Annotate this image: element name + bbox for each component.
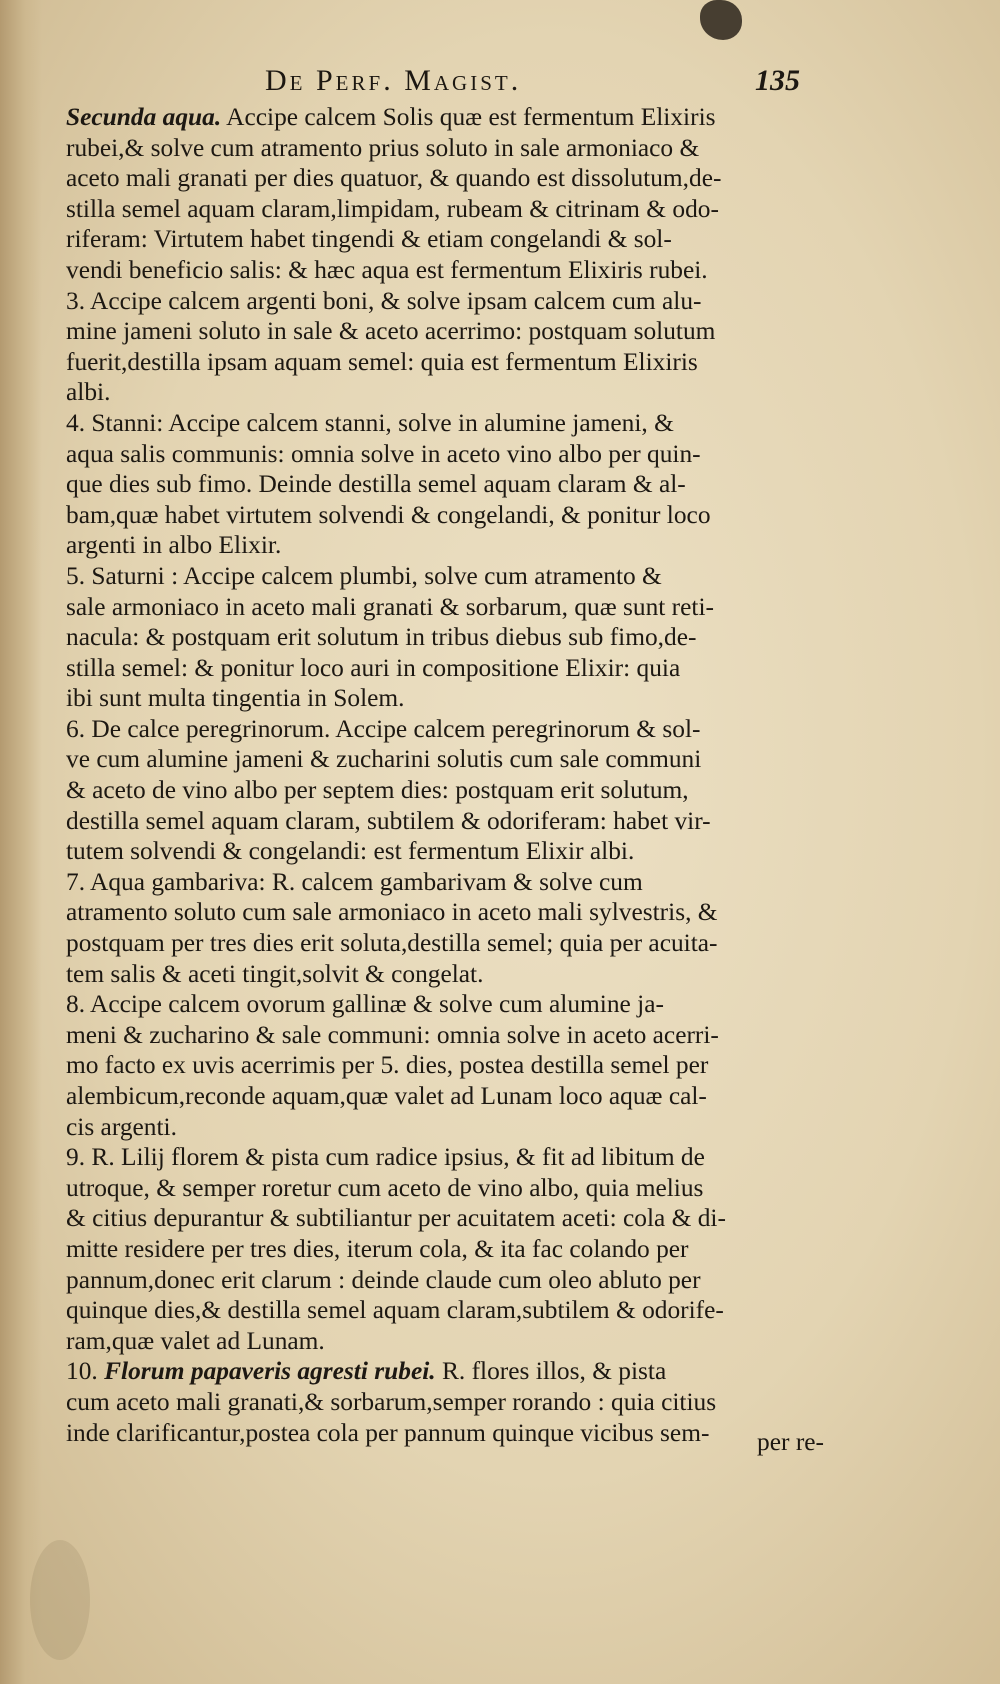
line-text: 3. Accipe calcem argenti boni, & solve ipsam calcem cum alu- [66,286,702,315]
body-text [66,102,824,1448]
line-text: ram,quæ valet ad Lunam. [66,1326,325,1355]
text-line [66,592,824,623]
text-line [66,683,824,714]
text-line [66,1356,824,1387]
catchword: per re- [757,1428,824,1456]
text-line [66,1203,824,1234]
text-line [66,408,824,439]
text-line [66,1050,824,1081]
text-line [66,377,824,408]
line-text: riferam: Virtutem habet tingendi & etiam congelandi & sol- [66,225,672,254]
line-text: mo facto ex uvis acerrimis per 5. dies, postea destilla semel per [66,1051,709,1080]
text-line [66,1020,824,1051]
line-text: bam,quæ habet virtutem solvendi & congelandi, & ponitur loco [66,500,711,529]
text-line [66,255,824,286]
text-line [66,867,824,898]
text-line [66,561,824,592]
line-text: utroque, & semper roretur cum aceto de vino albo, quia melius [66,1173,704,1202]
line-text: destilla semel aquam claram, subtilem & odoriferam: habet vir- [66,806,711,835]
text-line [66,316,824,347]
text-line [66,653,824,684]
text-line [66,224,824,255]
text-line [66,1418,824,1449]
line-text: tutem solvendi & congelandi: est fermentum Elixir albi. [66,837,635,866]
line-text: mine jameni soluto in sale & aceto acerrimo: postquam solutum [66,317,716,346]
page-header [255,64,800,102]
text-line [66,133,824,164]
page-stain [30,1540,90,1660]
text-line [66,286,824,317]
text-line [66,469,824,500]
line-text: quinque dies,& destilla semel aquam claram,subtilem & odorife- [66,1296,724,1325]
text-line [66,1081,824,1112]
line-text: fuerit,destilla ipsam aquam semel: quia est fermentum Elixiris [66,347,698,376]
line-text: tem salis & aceti tingit,solvit & congelat. [66,959,484,988]
line-text: pannum,donec erit clarum : deinde claude cum oleo abluto per [66,1265,701,1294]
text-line [66,1234,824,1265]
line-text: aceto mali granati per dies quatuor, & quando est dissolutum,de- [66,164,722,193]
text-line [66,439,824,470]
line-text: R. flores illos, & pista [435,1357,667,1386]
line-text: mitte residere per tres dies, iterum cola, & ita fac colando per [66,1234,689,1263]
text-line [66,836,824,867]
line-text: atramento soluto cum sale armoniaco in aceto mali sylvestris, & [66,898,718,927]
line-text: nacula: & postquam erit solutum in tribus diebus sub fimo,de- [66,623,697,652]
text-line [66,806,824,837]
page-number: 135 [755,64,800,97]
line-text: meni & zucharino & sale communi: omnia solve in aceto acerri- [66,1020,719,1049]
line-text: vendi beneficio salis: & hæc aqua est fermentum Elixiris rubei. [66,255,708,284]
text-line [66,928,824,959]
text-line [66,1142,824,1173]
text-line [66,775,824,806]
line-text: aqua salis communis: omnia solve in aceto vino albo per quin- [66,439,701,468]
line-text: cis argenti. [66,1112,177,1141]
line-text: 9. R. Lilij florem & pista cum radice ipsius, & fit ad libitum de [66,1143,705,1172]
line-text: sale armoniaco in aceto mali granati & sorbarum, quæ sunt reti- [66,592,714,621]
ink-blot [700,0,742,40]
page-gutter-shadow [0,0,42,1684]
line-text: ibi sunt multa tingentia in Solem. [66,684,405,713]
line-text: postquam per tres dies erit soluta,destilla semel; quia per acuita- [66,929,718,958]
text-line [66,989,824,1020]
text-line [66,530,824,561]
running-head: De Perf. Magist. [265,64,522,97]
text-line [66,1112,824,1143]
italic-heading: Florum papaveris agresti rubei. [104,1357,436,1386]
text-line [66,163,824,194]
text-line [66,1265,824,1296]
text-line [66,622,824,653]
line-text: 7. Aqua gambariva: R. calcem gambarivam & solve cum [66,867,643,896]
line-text: argenti in albo Elixir. [66,531,282,560]
line-text: rubei,& solve cum atramento prius soluto in sale armoniaco & [66,133,700,162]
text-line [66,744,824,775]
text-line [66,1295,824,1326]
text-line [66,500,824,531]
line-text: 8. Accipe calcem ovorum gallinæ & solve cum alumine ja- [66,990,664,1019]
line-text: 5. Saturni : Accipe calcem plumbi, solve cum atramento & [66,561,662,590]
text-line [66,1326,824,1357]
line-text: albi. [66,378,111,407]
text-line [66,1173,824,1204]
text-line [66,194,824,225]
line-number: 10. [66,1357,105,1386]
text-line [66,1387,824,1418]
line-text: ve cum alumine jameni & zucharini solutis cum sale communi [66,745,702,774]
line-text: que dies sub fimo. Deinde destilla semel aquam claram & al- [66,470,686,499]
line-text: Accipe calcem Solis quæ est fermentum Elixiris [221,103,716,131]
text-line [66,347,824,378]
line-text: 6. De calce peregrinorum. Accipe calcem peregrinorum & sol- [66,714,701,743]
text-line [66,714,824,745]
line-text: stilla semel: & ponitur loco auri in compositione Elixir: quia [66,653,681,682]
line-text: cum aceto mali granati,& sorbarum,semper rorando : quia citius [66,1387,717,1416]
line-text: 4. Stanni: Accipe calcem stanni, solve in alumine jameni, & [66,408,674,437]
line-text: & aceto de vino albo per septem dies: postquam erit solutum, [66,776,689,805]
line-text: & citius depurantur & subtiliantur per acuitatem aceti: cola & di- [66,1204,726,1233]
line-text: inde clarificantur,postea cola per pannum quinque vicibus sem- [66,1418,710,1447]
text-line [66,959,824,990]
line-text: stilla semel aquam claram,limpidam, rubeam & citrinam & odo- [66,194,719,223]
text-line [66,897,824,928]
text-line [66,102,824,133]
italic-heading: Secunda aqua. [66,103,222,131]
line-text: alembicum,reconde aquam,quæ valet ad Lunam loco aquæ cal- [66,1082,707,1110]
